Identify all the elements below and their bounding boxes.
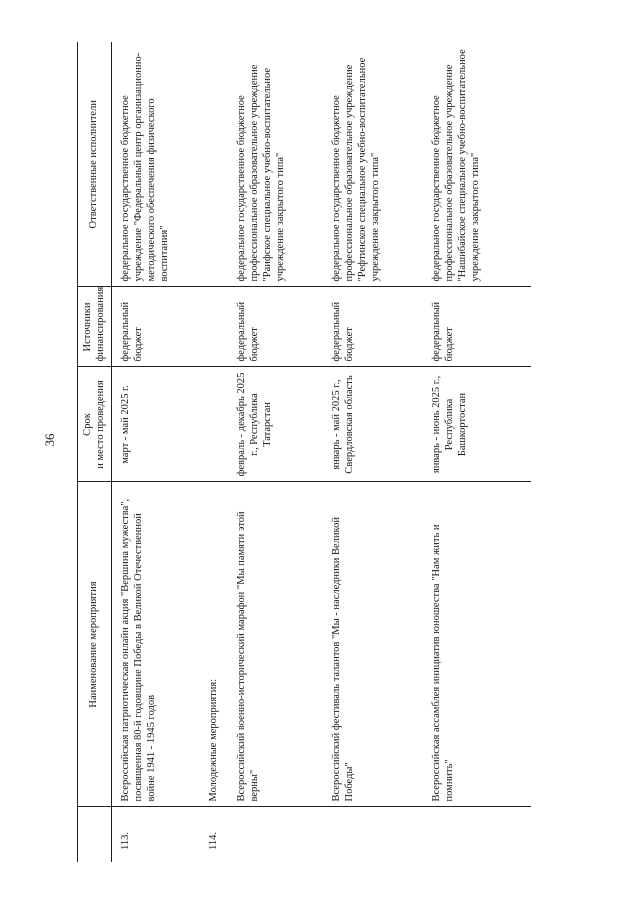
- event-responsible: федеральное государственное бюджетное учреждение "Федеральный центр организационно-методического обеспечения физического воспитания": [112, 42, 209, 287]
- header-event-name: Наименование мероприятия: [78, 482, 112, 807]
- event-name: Всероссийская ассамблея инициатив юношества "Нам жить и помнить": [431, 482, 531, 807]
- event-funding: федеральный бюджет: [331, 287, 431, 367]
- event-date-place: февраль - декабрь 2025 г., Республика Татарстан: [236, 367, 331, 482]
- table-row: [431, 42, 531, 862]
- event-funding: федеральный бюджет: [112, 287, 209, 367]
- event-date-place: январь - май 2025 г., Свердловская область: [331, 367, 431, 482]
- event-funding: федеральный бюджет: [236, 287, 331, 367]
- row-number: [236, 807, 331, 862]
- header-number: [78, 807, 112, 862]
- row-number: 113.: [120, 832, 132, 850]
- event-name: Молодежные мероприятия:: [208, 482, 236, 807]
- event-date-place: январь - июнь 2025 г., Республика Башкортостан: [431, 367, 531, 482]
- header-funding: Источники финансирования: [78, 287, 112, 367]
- row-number: [431, 807, 531, 862]
- event-name: Всероссийский военно-исторический марафон "Мы памяти этой верны": [236, 482, 331, 807]
- header-responsible: Ответственные исполнители: [78, 42, 112, 287]
- table-row: [331, 42, 431, 862]
- event-name: Всероссийская патриотическая онлайн акция "Вершина мужества", посвященная 80-й годовщине Победы в Великой Отечественной войне 1941 - 1945 годов: [112, 482, 209, 807]
- event-responsible: федеральное государственное бюджетное профессиональное образовательное учреждение "Нашибайское специальное учебно-воспитательное учреждение закрытого типа": [431, 42, 531, 287]
- event-funding: федеральный бюджет: [431, 287, 531, 367]
- page-number: 36: [42, 433, 57, 447]
- table-header-row: [78, 42, 112, 862]
- event-date-place: март - май 2025 г.: [112, 367, 209, 482]
- event-responsible: [208, 42, 236, 287]
- row-number: [331, 807, 431, 862]
- header-date-place: Срок и место проведения: [78, 367, 112, 482]
- rotated-table-wrapper: [77, 42, 557, 862]
- table-row: [208, 42, 236, 862]
- events-table: [77, 42, 531, 862]
- table-row: [112, 42, 209, 862]
- event-responsible: федеральное государственное бюджетное профессиональное образовательное учреждение "Рефтинское специальное учебно-воспитательное учреждение закрытого типа": [331, 42, 431, 287]
- event-name: Всероссийский фестиваль талантов "Мы - наследники Великой Победы": [331, 482, 431, 807]
- row-number: 114.: [208, 832, 220, 850]
- event-date-place: [208, 367, 236, 482]
- event-responsible: федеральное государственное бюджетное профессиональное образовательное учреждение "Раифское специальное учебно-воспитательное учреждение закрытого типа": [236, 42, 331, 287]
- event-funding: [208, 287, 236, 367]
- table-row: [236, 42, 331, 862]
